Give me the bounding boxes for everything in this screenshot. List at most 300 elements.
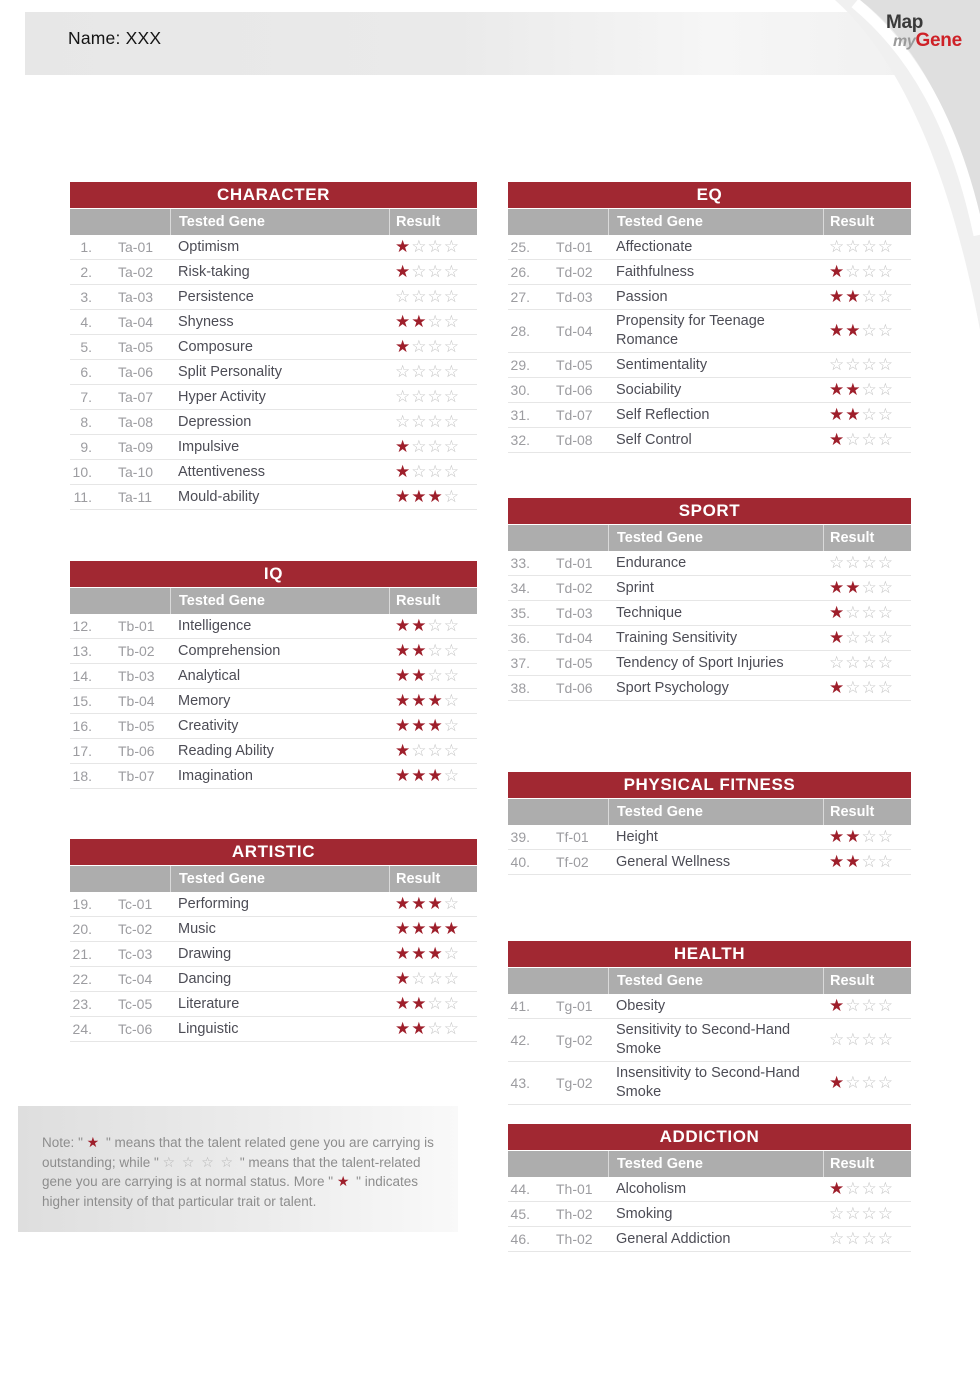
gene-code: Tb-02 <box>118 643 155 659</box>
section-addiction <box>508 1124 911 1252</box>
gene-code: Tb-01 <box>118 618 155 634</box>
section-title: EQ <box>508 182 911 208</box>
star-empty-icon: ☆ <box>427 436 444 456</box>
star-empty-icon: ☆ <box>861 261 878 281</box>
star-filled-icon: ★ <box>829 851 846 871</box>
star-empty-icon: ☆ <box>861 851 878 871</box>
row-number: 42. <box>510 1032 530 1048</box>
star-empty-icon: ☆ <box>443 968 460 988</box>
row-number: 26. <box>510 264 530 280</box>
star-empty-icon: ☆ <box>411 968 428 988</box>
table-row <box>508 1062 911 1105</box>
gene-name: Shyness <box>178 313 234 330</box>
star-empty-icon: ☆ <box>395 386 412 406</box>
section-title: IQ <box>70 561 477 587</box>
star-empty-icon: ☆ <box>427 615 444 635</box>
star-filled-icon: ★ <box>845 826 862 846</box>
table-row <box>70 664 477 689</box>
star-empty-icon: ☆ <box>395 286 412 306</box>
star-empty-icon: ☆ <box>411 411 428 431</box>
table-body <box>70 614 477 789</box>
star-filled-icon: ★ <box>411 715 428 735</box>
gene-code: Tb-03 <box>118 668 155 684</box>
gene-code: Td-04 <box>556 630 593 646</box>
gene-name: Tendency of Sport Injuries <box>616 654 784 671</box>
gene-code: Td-08 <box>556 432 593 448</box>
table-body <box>508 994 911 1105</box>
row-number: 12. <box>72 618 92 634</box>
star-empty-icon: ☆ <box>443 411 460 431</box>
row-number: 6. <box>80 364 92 380</box>
row-number: 10. <box>72 464 92 480</box>
star-empty-icon: ☆ <box>427 311 444 331</box>
star-empty-icon: ☆ <box>427 740 444 760</box>
star-empty-icon: ☆ <box>845 677 862 697</box>
table-row <box>508 850 911 875</box>
table-body <box>508 1177 911 1252</box>
star-filled-icon: ★ <box>845 320 862 340</box>
star-empty-icon: ☆ <box>427 261 444 281</box>
section-sport <box>508 498 911 701</box>
star-filled-icon: ★ <box>411 311 428 331</box>
star-rating <box>389 413 477 432</box>
table-row <box>70 335 477 360</box>
table-row <box>70 435 477 460</box>
row-number: 30. <box>510 382 530 398</box>
star-filled-icon: ★ <box>395 261 412 281</box>
table-row <box>70 360 477 385</box>
row-number: 37. <box>510 655 530 671</box>
star-filled-icon: ★ <box>427 943 444 963</box>
column-header-result: Result <box>389 209 477 235</box>
gene-name: Height <box>616 828 658 845</box>
star-filled-icon: ★ <box>395 665 412 685</box>
star-empty-icon: ☆ <box>861 379 878 399</box>
star-filled-icon: ★ <box>336 1173 353 1189</box>
star-empty-icon: ☆ <box>427 968 444 988</box>
star-empty-icon: ☆ <box>845 995 862 1015</box>
star-filled-icon: ★ <box>829 379 846 399</box>
star-empty-icon: ☆ <box>427 1018 444 1038</box>
gene-name: Attentiveness <box>178 463 266 480</box>
table-row <box>70 714 477 739</box>
row-number: 29. <box>510 357 530 373</box>
table-row <box>70 310 477 335</box>
row-number: 28. <box>510 323 530 339</box>
star-empty-icon: ☆ <box>443 943 460 963</box>
star-filled-icon: ★ <box>395 765 412 785</box>
gene-code: Tg-02 <box>556 1032 593 1048</box>
table-row <box>70 739 477 764</box>
table-row <box>508 353 911 378</box>
star-rating <box>823 554 911 573</box>
star-filled-icon: ★ <box>427 765 444 785</box>
star-empty-icon: ☆ <box>443 236 460 256</box>
gene-name: Sentimentality <box>616 356 708 373</box>
star-empty-icon: ☆ <box>411 461 428 481</box>
star-rating <box>389 338 477 357</box>
star-filled-icon: ★ <box>829 677 846 697</box>
row-number: 13. <box>72 643 92 659</box>
star-empty-icon: ☆ <box>861 286 878 306</box>
gene-code: Td-04 <box>556 323 593 339</box>
gene-code: Td-01 <box>556 239 593 255</box>
gene-name: Sociability <box>616 381 682 398</box>
column-header-tested-gene: Tested Gene <box>608 525 823 551</box>
star-empty-icon: ☆ <box>877 429 894 449</box>
star-rating <box>823 604 911 623</box>
row-number: 3. <box>80 289 92 305</box>
note-text: Note: " ★ " means that the talent related gene you are carrying is outstanding; while " ☆ ☆ ☆ ☆ " means that the talent-related gene you are carrying is at normal status. More " ★ " indicates higher intensity of that particular trait or talent. <box>42 1134 434 1209</box>
star-empty-icon: ☆ <box>877 286 894 306</box>
star-empty-icon: ☆ <box>427 236 444 256</box>
star-rating <box>823 828 911 847</box>
star-rating <box>389 263 477 282</box>
star-filled-icon: ★ <box>395 918 412 938</box>
star-empty-icon: ☆ <box>861 652 878 672</box>
column-header-tested-gene: Tested Gene <box>170 866 389 892</box>
star-empty-icon: ☆ <box>829 1228 846 1248</box>
star-empty-icon: ☆ <box>443 386 460 406</box>
gene-name: Passion <box>616 288 668 305</box>
column-header-result: Result <box>389 588 477 614</box>
star-empty-icon: ☆ <box>443 361 460 381</box>
star-empty-icon: ☆ <box>877 261 894 281</box>
star-filled-icon: ★ <box>395 715 412 735</box>
star-empty-icon: ☆ <box>877 1178 894 1198</box>
star-empty-icon: ☆ <box>861 404 878 424</box>
section-eq <box>508 182 911 453</box>
gene-code: Tb-06 <box>118 743 155 759</box>
star-empty-icon: ☆ <box>443 436 460 456</box>
star-empty-icon: ☆ <box>443 690 460 710</box>
star-empty-icon: ☆ <box>411 261 428 281</box>
row-number: 46. <box>510 1231 530 1247</box>
star-empty-icon: ☆ <box>877 379 894 399</box>
mapmygene-logo <box>886 13 962 50</box>
gene-code: Tc-02 <box>118 921 153 937</box>
star-rating <box>389 717 477 736</box>
table-row <box>70 639 477 664</box>
table-header-row <box>508 968 911 994</box>
logo-gene-text: Gene <box>915 30 962 51</box>
star-empty-icon: ☆ <box>845 627 862 647</box>
star-rating <box>389 617 477 636</box>
star-empty-icon: ☆ <box>861 236 878 256</box>
table-header-row <box>508 525 911 551</box>
star-filled-icon: ★ <box>411 943 428 963</box>
star-rating <box>389 767 477 786</box>
row-number: 19. <box>72 896 92 912</box>
table-row <box>70 1017 477 1042</box>
gene-name: Obesity <box>616 997 666 1014</box>
star-filled-icon: ★ <box>395 893 412 913</box>
star-filled-icon: ★ <box>829 826 846 846</box>
star-filled-icon: ★ <box>411 665 428 685</box>
row-number: 2. <box>80 264 92 280</box>
star-filled-icon: ★ <box>829 404 846 424</box>
column-header-result: Result <box>823 968 911 994</box>
star-empty-icon: ☆ <box>877 577 894 597</box>
star-rating <box>823 263 911 282</box>
star-rating <box>823 654 911 673</box>
gene-name: Sprint <box>616 579 654 596</box>
star-empty-icon: ☆ <box>845 552 862 572</box>
star-empty-icon: ☆ <box>877 1228 894 1248</box>
gene-code: Td-03 <box>556 605 593 621</box>
gene-code: Tb-05 <box>118 718 155 734</box>
gene-code: Tc-01 <box>118 896 153 912</box>
gene-code: Ta-07 <box>118 389 154 405</box>
row-number: 35. <box>510 605 530 621</box>
table-row <box>508 260 911 285</box>
star-filled-icon: ★ <box>411 765 428 785</box>
gene-code: Td-06 <box>556 680 593 696</box>
table-row <box>508 994 911 1019</box>
gene-name: Performing <box>178 895 249 912</box>
column-header-result: Result <box>823 209 911 235</box>
star-empty-icon: ☆ <box>443 336 460 356</box>
star-filled-icon: ★ <box>829 1072 846 1092</box>
star-empty-icon: ☆ <box>427 411 444 431</box>
star-empty-icon: ☆ <box>443 261 460 281</box>
star-rating <box>389 920 477 939</box>
star-rating <box>823 288 911 307</box>
star-empty-icon: ☆ <box>201 1153 217 1170</box>
star-empty-icon: ☆ <box>877 652 894 672</box>
star-empty-icon: ☆ <box>829 354 846 374</box>
row-number: 20. <box>72 921 92 937</box>
gene-code: Ta-02 <box>118 264 154 280</box>
row-number: 8. <box>80 414 92 430</box>
gene-code: Tc-05 <box>118 996 153 1012</box>
column-header-tested-gene: Tested Gene <box>170 209 389 235</box>
star-filled-icon: ★ <box>829 1178 846 1198</box>
table-row <box>508 576 911 601</box>
gene-code: Td-05 <box>556 655 593 671</box>
gene-name: Hyper Activity <box>178 388 266 405</box>
star-rating <box>823 406 911 425</box>
table-row <box>70 260 477 285</box>
gene-code: Td-07 <box>556 407 593 423</box>
star-rating <box>823 356 911 375</box>
table-row <box>508 825 911 850</box>
star-filled-icon: ★ <box>86 1134 103 1150</box>
star-empty-icon: ☆ <box>411 740 428 760</box>
star-empty-icon: ☆ <box>845 236 862 256</box>
star-rating <box>389 438 477 457</box>
note-box <box>18 1106 458 1232</box>
gene-name: Self Reflection <box>616 406 710 423</box>
star-empty-icon: ☆ <box>877 1203 894 1223</box>
gene-name: Composure <box>178 338 253 355</box>
table-row <box>508 651 911 676</box>
star-filled-icon: ★ <box>829 995 846 1015</box>
star-filled-icon: ★ <box>395 236 412 256</box>
table-row <box>70 410 477 435</box>
star-rating <box>389 388 477 407</box>
row-number: 1. <box>80 239 92 255</box>
star-rating <box>389 463 477 482</box>
star-filled-icon: ★ <box>845 404 862 424</box>
gene-code: Tb-04 <box>118 693 155 709</box>
row-number: 14. <box>72 668 92 684</box>
row-number: 32. <box>510 432 530 448</box>
column-header-tested-gene: Tested Gene <box>608 1151 823 1177</box>
star-empty-icon: ☆ <box>443 311 460 331</box>
star-rating <box>389 238 477 257</box>
gene-name: Endurance <box>616 554 687 571</box>
star-empty-icon: ☆ <box>877 1072 894 1092</box>
star-rating <box>389 692 477 711</box>
gene-name: Analytical <box>178 667 241 684</box>
row-number: 45. <box>510 1206 530 1222</box>
table-row <box>70 235 477 260</box>
section-title: PHYSICAL FITNESS <box>508 772 911 798</box>
star-filled-icon: ★ <box>411 640 428 660</box>
gene-code: Tf-01 <box>556 829 589 845</box>
star-rating <box>823 1180 911 1199</box>
star-empty-icon: ☆ <box>877 627 894 647</box>
star-empty-icon: ☆ <box>443 893 460 913</box>
star-empty-icon: ☆ <box>829 552 846 572</box>
gene-name: General Addiction <box>616 1230 731 1247</box>
table-row <box>508 310 911 353</box>
star-filled-icon: ★ <box>395 943 412 963</box>
star-empty-icon: ☆ <box>411 361 428 381</box>
star-empty-icon: ☆ <box>443 993 460 1013</box>
table-row <box>70 485 477 510</box>
row-number: 24. <box>72 1021 92 1037</box>
star-rating <box>389 895 477 914</box>
star-rating <box>389 1020 477 1039</box>
gene-name: Risk-taking <box>178 263 250 280</box>
table-row <box>508 626 911 651</box>
star-empty-icon: ☆ <box>427 665 444 685</box>
star-filled-icon: ★ <box>829 261 846 281</box>
star-empty-icon: ☆ <box>861 1072 878 1092</box>
gene-code: Tc-06 <box>118 1021 153 1037</box>
row-number: 23. <box>72 996 92 1012</box>
table-row <box>70 917 477 942</box>
table-body <box>508 825 911 875</box>
star-empty-icon: ☆ <box>162 1153 179 1170</box>
star-empty-icon: ☆ <box>829 236 846 256</box>
star-empty-icon: ☆ <box>411 336 428 356</box>
column-header-result: Result <box>823 525 911 551</box>
star-empty-icon: ☆ <box>829 1029 846 1049</box>
gene-code: Td-02 <box>556 580 593 596</box>
gene-name: Self Control <box>616 431 692 448</box>
gene-code: Ta-01 <box>118 239 154 255</box>
gene-code: Td-05 <box>556 357 593 373</box>
row-number: 40. <box>510 854 530 870</box>
gene-code: Tg-01 <box>556 998 593 1014</box>
row-number: 16. <box>72 718 92 734</box>
star-rating <box>823 629 911 648</box>
star-empty-icon: ☆ <box>411 286 428 306</box>
star-empty-icon: ☆ <box>861 1203 878 1223</box>
gene-name: Literature <box>178 995 240 1012</box>
star-empty-icon: ☆ <box>877 826 894 846</box>
column-header-tested-gene: Tested Gene <box>170 588 389 614</box>
column-header-result: Result <box>823 1151 911 1177</box>
table-row <box>508 676 911 701</box>
row-number: 15. <box>72 693 92 709</box>
section-title: ARTISTIC <box>70 839 477 865</box>
star-filled-icon: ★ <box>411 918 428 938</box>
gene-code: Tc-03 <box>118 946 153 962</box>
row-number: 25. <box>510 239 530 255</box>
star-rating <box>389 488 477 507</box>
column-header-result: Result <box>389 866 477 892</box>
table-header-row <box>508 1151 911 1177</box>
gene-name: Split Personality <box>178 363 282 380</box>
table-row <box>508 378 911 403</box>
star-rating <box>389 363 477 382</box>
row-number: 22. <box>72 971 92 987</box>
star-empty-icon: ☆ <box>411 236 428 256</box>
section-iq <box>70 561 477 789</box>
star-empty-icon: ☆ <box>861 552 878 572</box>
section-character <box>70 182 477 510</box>
gene-name: Sensitivity to Second-Hand Smoke <box>616 1022 791 1057</box>
gene-name: Optimism <box>178 238 240 255</box>
star-filled-icon: ★ <box>427 690 444 710</box>
star-empty-icon: ☆ <box>877 354 894 374</box>
row-number: 7. <box>80 389 92 405</box>
table-row <box>70 992 477 1017</box>
star-filled-icon: ★ <box>845 286 862 306</box>
star-empty-icon: ☆ <box>181 1153 198 1170</box>
table-body <box>508 551 911 701</box>
star-filled-icon: ★ <box>427 893 444 913</box>
star-empty-icon: ☆ <box>427 286 444 306</box>
gene-name: Mould-ability <box>178 488 260 505</box>
star-empty-icon: ☆ <box>877 995 894 1015</box>
section-physical-fitness <box>508 772 911 875</box>
gene-code: Ta-11 <box>118 489 152 505</box>
star-filled-icon: ★ <box>411 993 428 1013</box>
table-body <box>70 892 477 1042</box>
star-rating <box>823 1031 911 1050</box>
star-rating <box>389 642 477 661</box>
star-rating <box>389 288 477 307</box>
table-row <box>508 601 911 626</box>
row-number: 44. <box>510 1181 530 1197</box>
gene-code: Ta-06 <box>118 364 154 380</box>
table-row <box>508 428 911 453</box>
star-filled-icon: ★ <box>395 486 412 506</box>
star-empty-icon: ☆ <box>861 577 878 597</box>
star-empty-icon: ☆ <box>845 1228 862 1248</box>
star-empty-icon: ☆ <box>877 851 894 871</box>
gene-code: Th-02 <box>556 1206 593 1222</box>
star-filled-icon: ★ <box>427 715 444 735</box>
row-number: 43. <box>510 1075 530 1091</box>
gene-code: Ta-03 <box>118 289 154 305</box>
star-filled-icon: ★ <box>829 577 846 597</box>
table-row <box>508 285 911 310</box>
star-empty-icon: ☆ <box>861 320 878 340</box>
table-row <box>508 235 911 260</box>
star-empty-icon: ☆ <box>443 286 460 306</box>
gene-name: Depression <box>178 413 252 430</box>
column-header-tested-gene: Tested Gene <box>608 799 823 825</box>
table-row <box>508 1177 911 1202</box>
table-row <box>508 1202 911 1227</box>
section-title: HEALTH <box>508 941 911 967</box>
